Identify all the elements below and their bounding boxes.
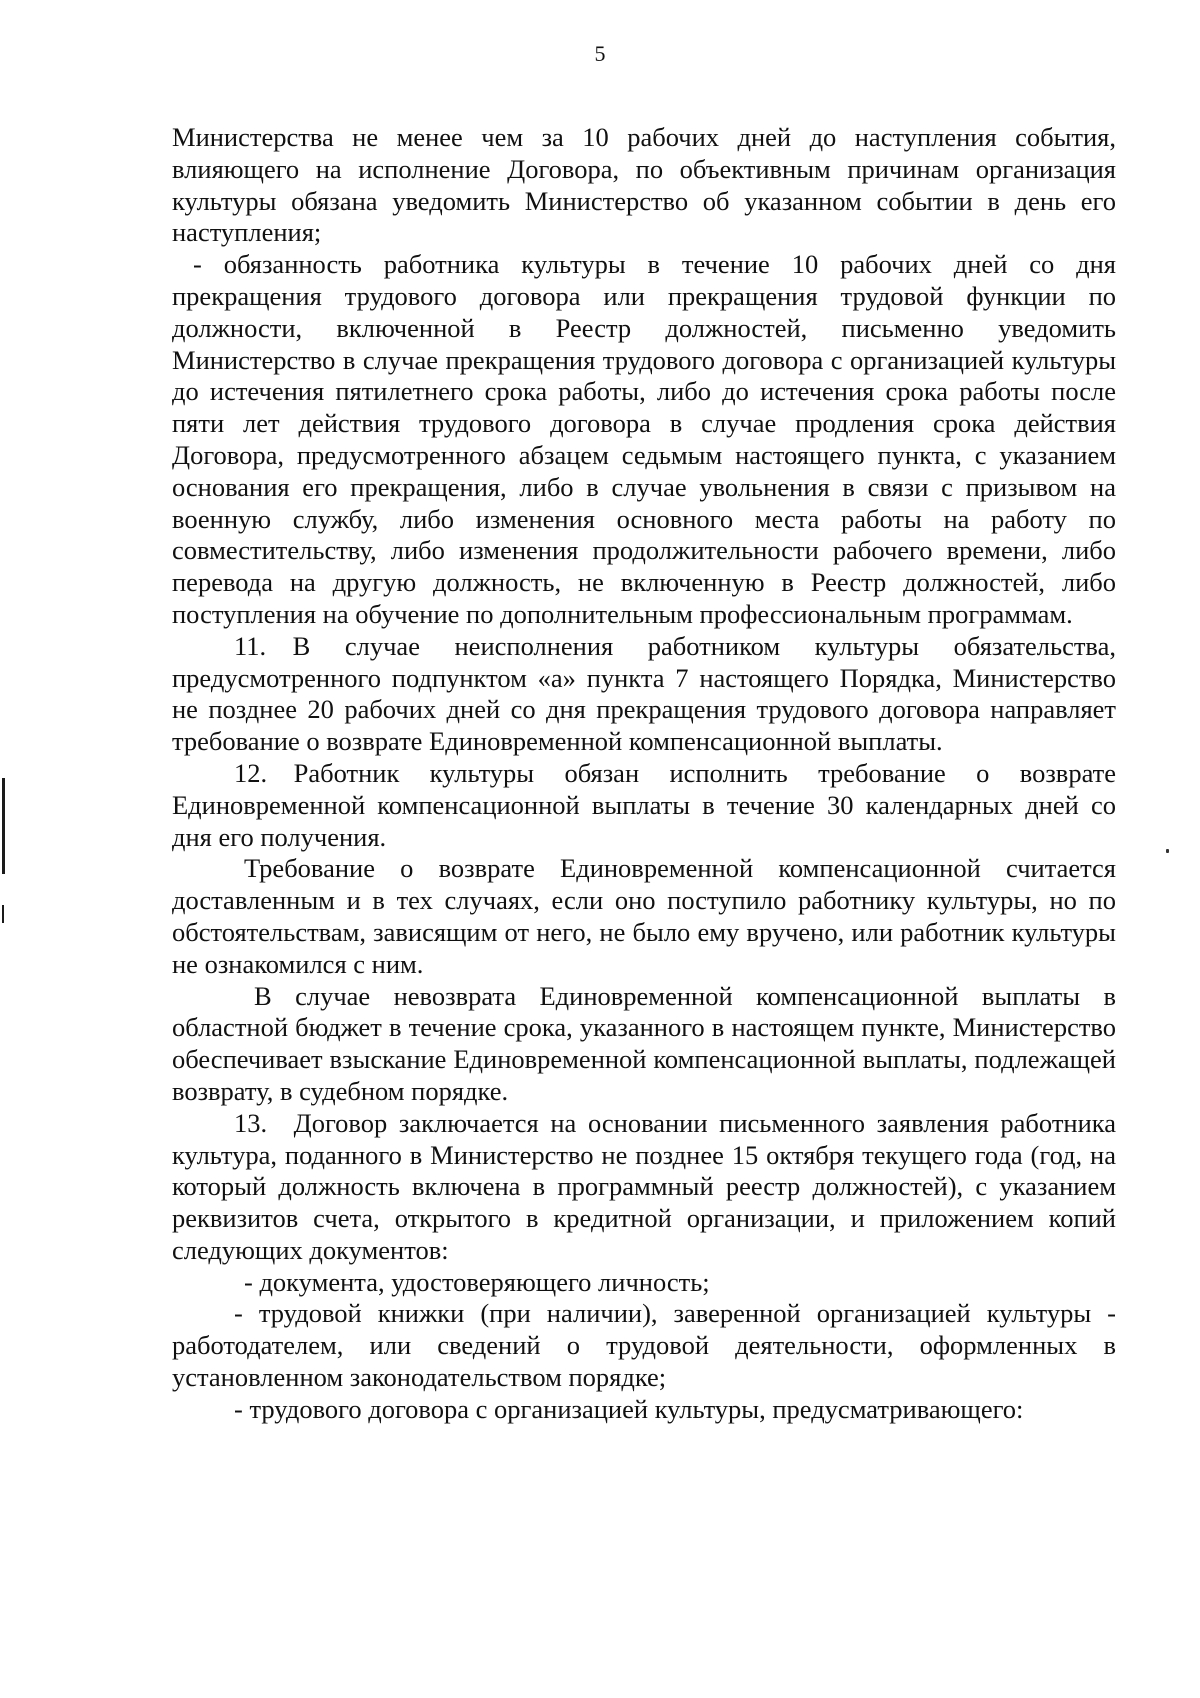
list-item-employment-contract: - трудового договора с организацией культуры, предусматривающего: — [234, 1393, 1024, 1424]
page-number: 5 — [594, 41, 606, 66]
paragraph-obligation-notify: - обязанность работника культуры в течение 10 рабочих дней со дня прекращения трудового договора или прекращения трудовой функции по должности, включенной в Реестр должностей, письменно уведомить Министерство в случае прекращения трудового договора с организацией культуры до истечения пятилетнего срока работы, либо до истечения срока работы после пяти лет действия трудового договора в случае продления срока действия Договора, предусмотренного абзацем седьмым настоящего пункта, с указанием основания его прекращения, либо в случае увольнения в связи с призывом на военную службу, либо изменения основного места работы на работу по совместительству, либо изменения продолжительности рабочего времени, либо перевода на другую должность, не включенную в Реестр должностей, либо поступления на обучение по дополнительным профессиональным программам. — [172, 249, 1116, 629]
list-item-work-record: - трудовой книжки (при наличии), заверенной организацией культуры - работодателем, или сведений о трудовой деятельности, оформленных в установленном законодательством порядке; — [172, 1298, 1116, 1393]
list-item-identity-document: - документа, удостоверяющего личность; — [244, 1266, 710, 1297]
paragraph-non-return: В случае невозврата Единовременной компенсационной выплаты в областной бюджет в течение срока, указанного в настоящем пункте, Министерство обеспечивает взыскание Единовременной компенсационной выплаты, подлежащей возврату, в судебном порядке. — [172, 980, 1116, 1106]
document-body — [172, 122, 1116, 1426]
paragraph-item-13: 13. Договор заключается на основании письменного заявления работника культура, поданного в Министерство не позднее 15 октября текущего года (год, на который должность включена в программный реестр должностей), с указанием реквизитов счета, открытого в кредитной организации, и приложением копий следующих документов: — [172, 1107, 1116, 1265]
scan-edge-mark — [2, 778, 5, 874]
scan-speck — [1166, 849, 1169, 853]
paragraph-item-12: 12. Работник культуры обязан исполнить требование о возврате Единовременной компенсационной выплаты в течение 30 календарных дней со дня его получения. — [172, 757, 1116, 852]
paragraph-item-11: 11. В случае неисполнения работником культуры обязательства, предусмотренного подпунктом «а» пункта 7 настоящего Порядка, Министерство не позднее 20 рабочих дней со дня прекращения трудового договора направляет требование о возврате Единовременной компенсационной выплаты. — [172, 630, 1116, 757]
paragraph-demand-delivered: Требование о возврате Единовременной компенсационной считается доставленным и в тех случаях, если оно поступило работнику культуры, но по обстоятельствам, зависящим от него, не было ему вручено, или работник культуры не ознакомился с ним. — [172, 853, 1116, 979]
paragraph-continuation: Министерства не менее чем за 10 рабочих дней до наступления события, влияющего на исполнение Договора, по объективным причинам организация культуры обязана уведомить Министерство об указанном событии в день его наступления; — [172, 122, 1116, 248]
scan-edge-mark-lower — [2, 905, 4, 923]
